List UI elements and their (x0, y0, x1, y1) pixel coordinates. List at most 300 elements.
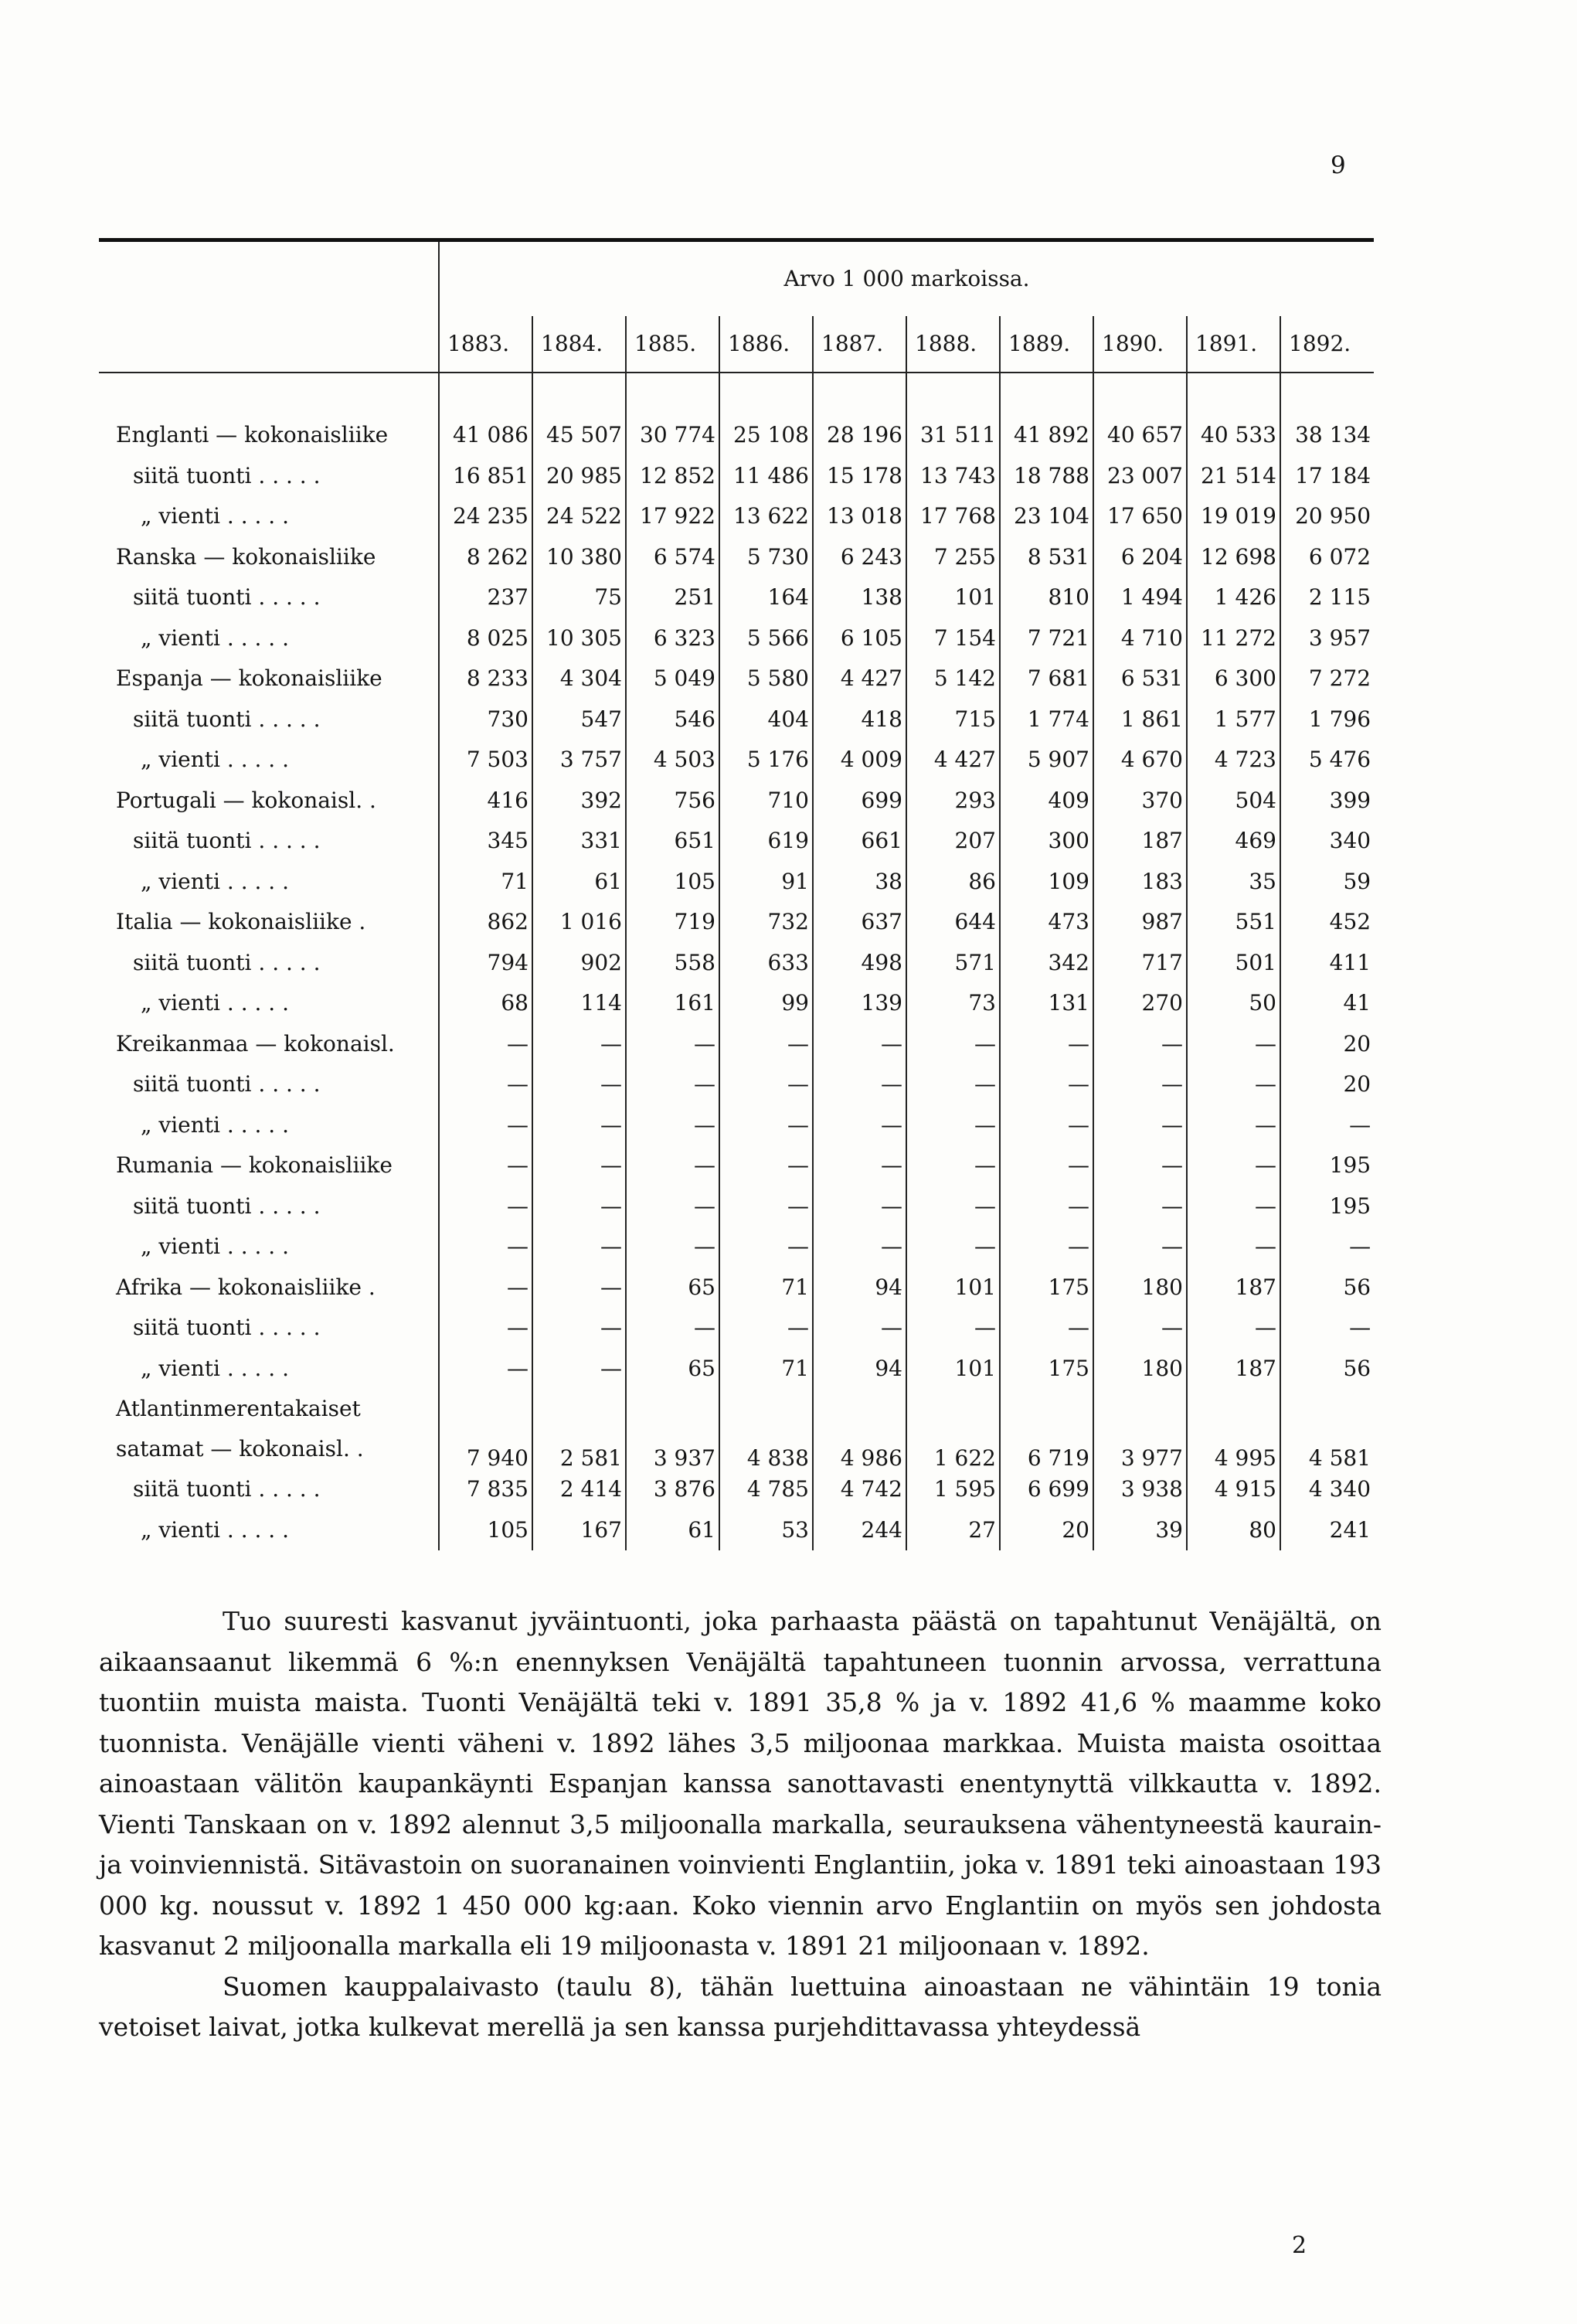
value-cell: — (1187, 1064, 1280, 1105)
value-cell: 4 503 (626, 740, 719, 781)
value-cell: — (719, 1227, 813, 1267)
value-cell: — (1093, 1308, 1187, 1349)
value-cell: 251 (626, 577, 719, 618)
value-cell: 3 876 (626, 1469, 719, 1510)
value-cell: — (626, 1308, 719, 1349)
value-cell: 101 (906, 1349, 1000, 1390)
value-cell: — (439, 1064, 532, 1105)
value-cell: — (439, 1349, 532, 1390)
row-label: „ vienti . . . . . (141, 1516, 289, 1543)
value-cell: — (1280, 1227, 1374, 1267)
value-cell: 504 (1187, 781, 1280, 822)
table-row (99, 577, 1374, 618)
value-cell: 19 019 (1187, 496, 1280, 537)
value-cell: — (1000, 1105, 1093, 1146)
row-label: Afrika — kokonaisliike . (116, 1274, 376, 1300)
value-cell: 8 233 (439, 658, 532, 699)
value-cell: — (719, 1186, 813, 1227)
row-label: Portugali — kokonaisl. . (116, 787, 376, 813)
year-header: 1885. (626, 316, 719, 373)
value-cell: 498 (813, 943, 906, 984)
value-cell: 30 774 (626, 415, 719, 456)
value-cell: — (1093, 1186, 1187, 1227)
value-cell: — (1280, 1308, 1374, 1349)
value-cell: — (439, 1267, 532, 1308)
value-cell: 28 196 (813, 415, 906, 456)
table-row (99, 456, 1374, 497)
value-cell: — (532, 1105, 626, 1146)
paragraph: Tuo suuresti kasvanut jyväintuonti, joka parhaasta päästä on tapahtunut Venäjältä, on aikaansaanut likemmä 6 %:n enennyksen Venäjältä tapahtuneen tuonnin arvossa, verrattuna tuontiin muista maista. Tuonti Venäjältä teki v. 1891 35,8 % ja v. 1892 41,6 % maamme koko tuonnista. Venäjälle vienti väheni v. 1892 lähes 3,5 miljoonaa markkaa. Muista maista osoittaa ainoastaan välitön kaupankäynti Espanjan kanssa sanottavasti enentynyttä vilkkautta v. 1892. Vienti Tanskaan on v. 1892 alennut 3,5 miljoonalla markalla, seurauksena vähentyneestä kaurain- ja voinviennistä. Sitävastoin on suoranainen voinvienti Englantiin, joka v. 1891 teki ainoastaan 193 000 kg. noussut v. 1892 1 450 000 kg:aan. Koko viennin arvo Englantiin on myös sen johdosta kasvanut 2 miljoonalla markalla eli 19 miljoonasta v. 1891 21 miljoonaan v. 1892. (99, 1606, 1382, 1961)
value-cell: 38 (813, 862, 906, 903)
value-cell: 241 (1280, 1510, 1374, 1551)
value-cell: 4 304 (532, 658, 626, 699)
table-row (99, 658, 1374, 699)
table-row (99, 862, 1374, 903)
row-label: Englanti — kokonaisliike (116, 422, 389, 448)
value-cell: 12 698 (1187, 537, 1280, 578)
trade-value-table (99, 242, 1374, 1550)
value-cell: 2 414 (532, 1469, 626, 1510)
table-body (99, 415, 1374, 1550)
row-label: „ vienti . . . . . (141, 1233, 289, 1260)
value-cell: 6 323 (626, 618, 719, 659)
value-cell: 732 (719, 902, 813, 943)
value-cell: — (532, 1349, 626, 1390)
value-cell: — (906, 1145, 1000, 1186)
value-cell: 1 861 (1093, 699, 1187, 740)
value-cell: 7 272 (1280, 658, 1374, 699)
value-cell: 5 580 (719, 658, 813, 699)
value-cell: 187 (1187, 1267, 1280, 1308)
value-cell: 1 595 (906, 1469, 1000, 1510)
value-cell: 40 533 (1187, 415, 1280, 456)
value-cell: 23 104 (1000, 496, 1093, 537)
value-cell: 35 (1187, 862, 1280, 903)
value-cell: 4 742 (813, 1469, 906, 1510)
value-cell: — (626, 1227, 719, 1267)
value-cell: 15 178 (813, 456, 906, 497)
value-cell: — (439, 1186, 532, 1227)
row-label: Atlantinmerentakaiset satamat — kokonaisl. . (116, 1396, 364, 1461)
value-cell: 167 (532, 1510, 626, 1551)
value-cell: 571 (906, 943, 1000, 984)
value-cell: 161 (626, 983, 719, 1024)
value-cell: 180 (1093, 1349, 1187, 1390)
value-cell: 4 995 (1187, 1389, 1280, 1469)
value-cell: 39 (1093, 1510, 1187, 1551)
value-cell: 3 957 (1280, 618, 1374, 659)
value-cell: 4 723 (1187, 740, 1280, 781)
table-row (99, 496, 1374, 537)
value-cell: 40 657 (1093, 415, 1187, 456)
value-cell: 23 007 (1093, 456, 1187, 497)
value-cell: 13 743 (906, 456, 1000, 497)
value-cell: 392 (532, 781, 626, 822)
value-cell: — (439, 1105, 532, 1146)
years-header-row (99, 316, 1374, 373)
value-cell: 180 (1093, 1267, 1187, 1308)
value-cell: — (813, 1145, 906, 1186)
value-cell: 65 (626, 1267, 719, 1308)
value-cell: 31 511 (906, 415, 1000, 456)
value-cell: 114 (532, 983, 626, 1024)
year-header: 1892. (1280, 316, 1374, 373)
year-header: 1887. (813, 316, 906, 373)
value-cell: 270 (1093, 983, 1187, 1024)
value-cell: 794 (439, 943, 532, 984)
value-cell: 91 (719, 862, 813, 903)
value-cell: 41 (1280, 983, 1374, 1024)
value-cell: 20 (1000, 1510, 1093, 1551)
spacer-cell (439, 373, 532, 415)
value-cell: 6 719 (1000, 1389, 1093, 1469)
spacer-cell (813, 373, 906, 415)
value-cell: 10 380 (532, 537, 626, 578)
value-cell: 20 985 (532, 456, 626, 497)
value-cell: 756 (626, 781, 719, 822)
value-cell: — (906, 1024, 1000, 1065)
table-row (99, 1349, 1374, 1390)
value-cell: 187 (1093, 821, 1187, 862)
value-cell: 1 494 (1093, 577, 1187, 618)
value-cell: 7 940 (439, 1389, 532, 1469)
trade-statistics-table (99, 238, 1374, 1550)
value-cell: — (719, 1105, 813, 1146)
value-cell: — (906, 1227, 1000, 1267)
value-cell: 183 (1093, 862, 1187, 903)
value-cell: 20 950 (1280, 496, 1374, 537)
value-cell: 6 105 (813, 618, 906, 659)
value-cell: — (532, 1145, 626, 1186)
value-cell: 10 305 (532, 618, 626, 659)
value-cell: 61 (532, 862, 626, 903)
value-cell: 20 (1280, 1064, 1374, 1105)
value-cell: 94 (813, 1267, 906, 1308)
value-cell: 11 272 (1187, 618, 1280, 659)
value-cell: 6 243 (813, 537, 906, 578)
value-cell: 633 (719, 943, 813, 984)
table-row (99, 781, 1374, 822)
value-cell: 5 730 (719, 537, 813, 578)
value-cell: — (1187, 1227, 1280, 1267)
value-cell: — (813, 1186, 906, 1227)
value-cell: 164 (719, 577, 813, 618)
row-label: siitä tuonti . . . . . (133, 1193, 321, 1219)
row-label: Italia — kokonaisliike . (116, 909, 366, 935)
row-label: „ vienti . . . . . (141, 990, 289, 1016)
value-cell: — (906, 1105, 1000, 1146)
spacer-cell (532, 373, 626, 415)
spacer-cell (1000, 373, 1093, 415)
value-cell: — (626, 1145, 719, 1186)
value-cell: 1 577 (1187, 699, 1280, 740)
value-cell: — (906, 1308, 1000, 1349)
value-cell: 105 (626, 862, 719, 903)
page-number: 9 (1331, 151, 1346, 179)
value-cell: — (1187, 1105, 1280, 1146)
header-spacer-row (99, 373, 1374, 415)
value-cell: — (1093, 1105, 1187, 1146)
value-cell: — (719, 1024, 813, 1065)
value-cell: 4 710 (1093, 618, 1187, 659)
value-cell: 717 (1093, 943, 1187, 984)
value-cell: 61 (626, 1510, 719, 1551)
value-cell: 810 (1000, 577, 1093, 618)
value-cell: — (719, 1145, 813, 1186)
value-cell: 73 (906, 983, 1000, 1024)
value-cell: 710 (719, 781, 813, 822)
table-row (99, 1469, 1374, 1510)
row-label: siitä tuonti . . . . . (133, 706, 321, 732)
value-cell: 195 (1280, 1186, 1374, 1227)
value-cell: — (1187, 1024, 1280, 1065)
row-label: „ vienti . . . . . (141, 868, 289, 894)
value-cell: 418 (813, 699, 906, 740)
value-cell: 411 (1280, 943, 1374, 984)
value-cell: — (532, 1024, 626, 1065)
value-cell: — (626, 1186, 719, 1227)
value-cell: — (532, 1064, 626, 1105)
value-cell: 452 (1280, 902, 1374, 943)
value-cell: 56 (1280, 1349, 1374, 1390)
table-row (99, 740, 1374, 781)
value-cell: 637 (813, 902, 906, 943)
value-cell: 399 (1280, 781, 1374, 822)
value-cell: 6 300 (1187, 658, 1280, 699)
value-cell: 7 835 (439, 1469, 532, 1510)
value-cell: 1 796 (1280, 699, 1374, 740)
value-cell: 50 (1187, 983, 1280, 1024)
paragraph: Suomen kauppalaivasto (taulu 8), tähän luettuina ainoastaan ne vähintäin 19 tonia vetoiset laivat, jotka kulkevat merellä ja sen kanssa purjehdittavassa yhteydessä (99, 1971, 1382, 2042)
year-header: 1886. (719, 316, 813, 373)
value-cell: 16 851 (439, 456, 532, 497)
value-cell: 6 072 (1280, 537, 1374, 578)
row-label: siitä tuonti . . . . . (133, 828, 321, 854)
value-cell: — (1000, 1186, 1093, 1227)
value-cell: — (1280, 1105, 1374, 1146)
value-cell: 237 (439, 577, 532, 618)
value-cell: 409 (1000, 781, 1093, 822)
value-cell: 17 650 (1093, 496, 1187, 537)
value-cell: — (813, 1064, 906, 1105)
value-cell: — (1000, 1145, 1093, 1186)
table-row (99, 1308, 1374, 1349)
value-cell: 8 025 (439, 618, 532, 659)
year-corner (99, 316, 439, 373)
value-cell: 8 531 (1000, 537, 1093, 578)
row-label: siitä tuonti . . . . . (133, 1315, 321, 1341)
value-cell: 1 016 (532, 902, 626, 943)
row-label: Espanja — kokonaisliike (116, 665, 382, 692)
value-cell: 5 476 (1280, 740, 1374, 781)
row-label: Ranska — kokonaisliike (116, 543, 376, 570)
year-header: 1884. (532, 316, 626, 373)
value-cell: — (1093, 1227, 1187, 1267)
value-cell: — (1187, 1186, 1280, 1227)
value-cell: 25 108 (719, 415, 813, 456)
value-cell: 473 (1000, 902, 1093, 943)
value-cell: 6 574 (626, 537, 719, 578)
spacer-cell (906, 373, 1000, 415)
value-cell: 342 (1000, 943, 1093, 984)
row-label: Kreikanmaa — kokonaisl. (116, 1030, 395, 1057)
value-cell: 17 768 (906, 496, 1000, 537)
value-cell: — (439, 1145, 532, 1186)
value-cell: 902 (532, 943, 626, 984)
value-cell: — (813, 1024, 906, 1065)
spacer-corner (99, 373, 439, 415)
value-cell: — (626, 1064, 719, 1105)
row-label: „ vienti . . . . . (141, 1111, 289, 1138)
value-cell: 644 (906, 902, 1000, 943)
value-cell: 131 (1000, 983, 1093, 1024)
value-cell: 175 (1000, 1267, 1093, 1308)
value-cell: 4 340 (1280, 1469, 1374, 1510)
value-cell: 94 (813, 1349, 906, 1390)
row-label: „ vienti . . . . . (141, 503, 289, 529)
value-cell: 20 (1280, 1024, 1374, 1065)
value-cell: — (719, 1308, 813, 1349)
value-cell: 71 (439, 862, 532, 903)
table-row (99, 1105, 1374, 1146)
value-cell: 345 (439, 821, 532, 862)
value-cell: 17 922 (626, 496, 719, 537)
value-cell: 404 (719, 699, 813, 740)
value-cell: 41 892 (1000, 415, 1093, 456)
value-cell: 75 (532, 577, 626, 618)
value-cell: — (532, 1267, 626, 1308)
table-row (99, 1267, 1374, 1308)
value-cell: — (1000, 1308, 1093, 1349)
value-cell: 59 (1280, 862, 1374, 903)
value-cell: — (439, 1308, 532, 1349)
value-cell: 862 (439, 902, 532, 943)
value-cell: — (1187, 1145, 1280, 1186)
row-label: „ vienti . . . . . (141, 747, 289, 773)
table-row (99, 1064, 1374, 1105)
value-cell: 730 (439, 699, 532, 740)
value-cell: 1 774 (1000, 699, 1093, 740)
value-cell: 11 486 (719, 456, 813, 497)
value-cell: 7 154 (906, 618, 1000, 659)
table-row (99, 1145, 1374, 1186)
value-cell: 4 427 (906, 740, 1000, 781)
signature-mark: 2 (1292, 2232, 1307, 2259)
value-cell: — (1000, 1227, 1093, 1267)
table-row (99, 1510, 1374, 1551)
value-cell: 109 (1000, 862, 1093, 903)
year-header: 1883. (439, 316, 532, 373)
value-cell: 17 184 (1280, 456, 1374, 497)
value-cell: — (1093, 1064, 1187, 1105)
header-corner (99, 242, 439, 316)
value-cell: 5 566 (719, 618, 813, 659)
row-label: siitä tuonti . . . . . (133, 949, 321, 975)
value-cell: 5 142 (906, 658, 1000, 699)
value-cell: 4 009 (813, 740, 906, 781)
table-row (99, 537, 1374, 578)
value-cell: 101 (906, 577, 1000, 618)
table-row (99, 699, 1374, 740)
value-cell: — (439, 1227, 532, 1267)
value-cell: 7 503 (439, 740, 532, 781)
value-cell: 340 (1280, 821, 1374, 862)
spacer-cell (1093, 373, 1187, 415)
value-cell: 3 937 (626, 1389, 719, 1469)
value-cell: — (813, 1227, 906, 1267)
value-cell: 469 (1187, 821, 1280, 862)
value-cell: 8 262 (439, 537, 532, 578)
value-cell: — (719, 1064, 813, 1105)
value-cell: 558 (626, 943, 719, 984)
value-cell: 38 134 (1280, 415, 1374, 456)
value-cell: 24 522 (532, 496, 626, 537)
table-row (99, 415, 1374, 456)
value-cell: — (532, 1308, 626, 1349)
value-cell: 651 (626, 821, 719, 862)
value-cell: — (1000, 1064, 1093, 1105)
body-text (99, 1601, 1382, 2048)
table-row (99, 983, 1374, 1024)
row-label: siitä tuonti . . . . . (133, 1071, 321, 1097)
row-label: „ vienti . . . . . (141, 1355, 289, 1381)
value-cell: — (626, 1105, 719, 1146)
value-cell: 24 235 (439, 496, 532, 537)
table-row (99, 821, 1374, 862)
value-cell: 21 514 (1187, 456, 1280, 497)
value-cell: 7 255 (906, 537, 1000, 578)
value-cell: — (906, 1064, 1000, 1105)
value-cell: 195 (1280, 1145, 1374, 1186)
value-cell: 175 (1000, 1349, 1093, 1390)
value-cell: 416 (439, 781, 532, 822)
row-label: Rumania — kokonaisliike (116, 1152, 393, 1179)
value-cell: 551 (1187, 902, 1280, 943)
value-cell: 139 (813, 983, 906, 1024)
spacer-cell (719, 373, 813, 415)
value-cell: 661 (813, 821, 906, 862)
value-cell: 547 (532, 699, 626, 740)
row-label: „ vienti . . . . . (141, 624, 289, 651)
row-label: siitä tuonti . . . . . (133, 584, 321, 611)
value-cell: — (1093, 1024, 1187, 1065)
value-cell: 1 426 (1187, 577, 1280, 618)
value-cell: 1 622 (906, 1389, 1000, 1469)
value-cell: — (439, 1024, 532, 1065)
value-cell: 4 670 (1093, 740, 1187, 781)
value-cell: 187 (1187, 1349, 1280, 1390)
value-cell: 207 (906, 821, 1000, 862)
table-row (99, 943, 1374, 984)
year-header: 1891. (1187, 316, 1280, 373)
value-cell: 4 427 (813, 658, 906, 699)
value-cell: 715 (906, 699, 1000, 740)
value-cell: 619 (719, 821, 813, 862)
value-cell: 7 681 (1000, 658, 1093, 699)
value-cell: 501 (1187, 943, 1280, 984)
value-cell: 244 (813, 1510, 906, 1551)
value-cell: 4 581 (1280, 1389, 1374, 1469)
value-cell: 86 (906, 862, 1000, 903)
spacer-cell (1280, 373, 1374, 415)
value-cell: 5 907 (1000, 740, 1093, 781)
value-cell: 105 (439, 1510, 532, 1551)
value-cell: — (626, 1024, 719, 1065)
value-cell: 12 852 (626, 456, 719, 497)
value-cell: 45 507 (532, 415, 626, 456)
value-cell: 99 (719, 983, 813, 1024)
value-cell: 2 115 (1280, 577, 1374, 618)
